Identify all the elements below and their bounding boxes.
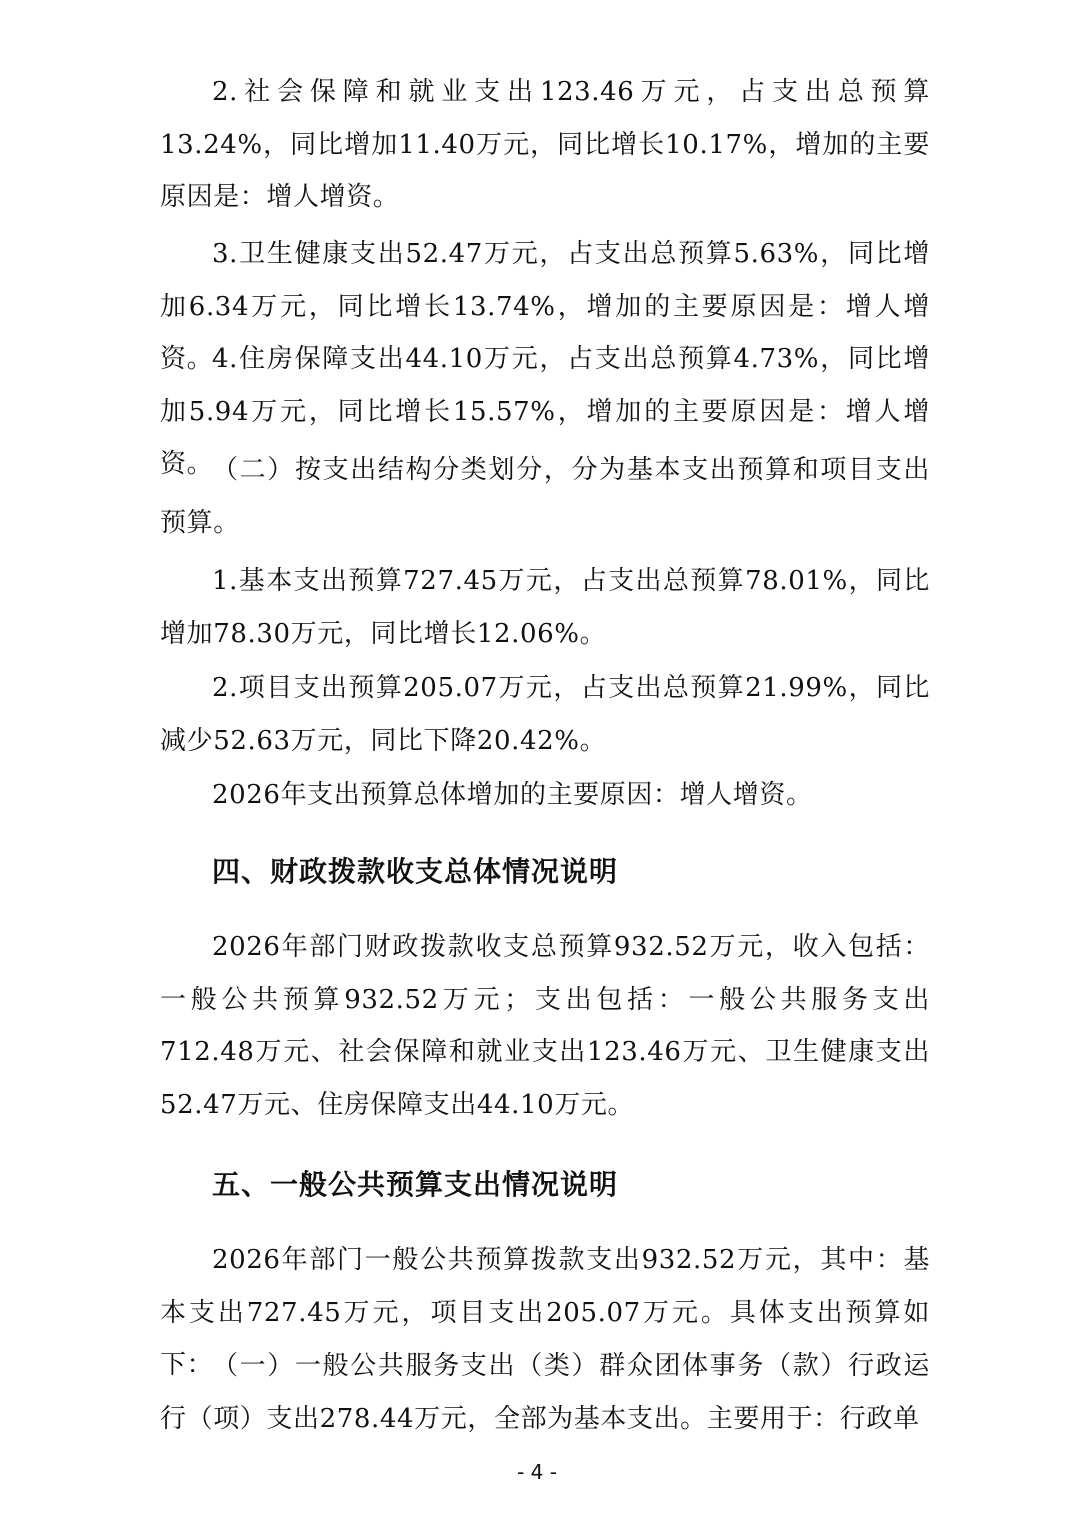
paragraph-general-budget: 2026年部门一般公共预算拨款支出932.52万元，其中：基本支出727.45万元，项目支出205.07万元。具体支出预算如下： [160, 1245, 930, 1380]
section-heading-4: 四、财政拨款收支总体情况说明 [212, 855, 619, 888]
page-number: - 4 - [517, 1460, 557, 1484]
paragraph-project-expenditure: 2.项目支出预算205.07万元，占支出总预算21.99%，同比减少52.63万元，同比下降20.42%。 [160, 673, 930, 756]
paragraph-overall-reason: 2026年支出预算总体增加的主要原因：增人增资。 [212, 780, 813, 810]
paragraph-fiscal-overview: 2026年部门财政拨款收支总预算932.52万元，收入包括：一般公共预算932.52万元；支出包括：一般公共服务支出712.48万元、社会保障和就业支出123.46万元、卫生健康支出52.47万元、住房保障支出44.10万元。 [160, 932, 930, 1120]
paragraph-social-security: 2.社会保障和就业支出123.46万元，占支出总预算13.24%，同比增加11.40万元，同比增长10.17%，增加的主要原因是：增人增资。 [160, 77, 930, 212]
paragraph-health: 3.卫生健康支出52.47万元，占支出总预算5.63%，同比增加6.34万元，同比增长13.74%，增加的主要原因是：增人增资。 [160, 239, 930, 374]
paragraph-expenditure-structure: （二）按支出结构分类划分，分为基本支出预算和项目支出预算。 [160, 455, 930, 538]
paragraph-basic-expenditure: 1.基本支出预算727.45万元，占支出总预算78.01%，同比增加78.30万元，同比增长12.06%。 [160, 566, 930, 649]
paragraph-public-service: （一）一般公共服务支出（类）群众团体事务（款）行政运行（项）支出278.44万元，全部为基本支出。主要用于：行政单 [160, 1351, 930, 1434]
paragraph-housing: 4.住房保障支出44.10万元，占支出总预算4.73%，同比增加5.94万元，同比增长15.57%，增加的主要原因是：增人增资。 [160, 344, 930, 479]
section-heading-5: 五、一般公共预算支出情况说明 [212, 1168, 619, 1201]
